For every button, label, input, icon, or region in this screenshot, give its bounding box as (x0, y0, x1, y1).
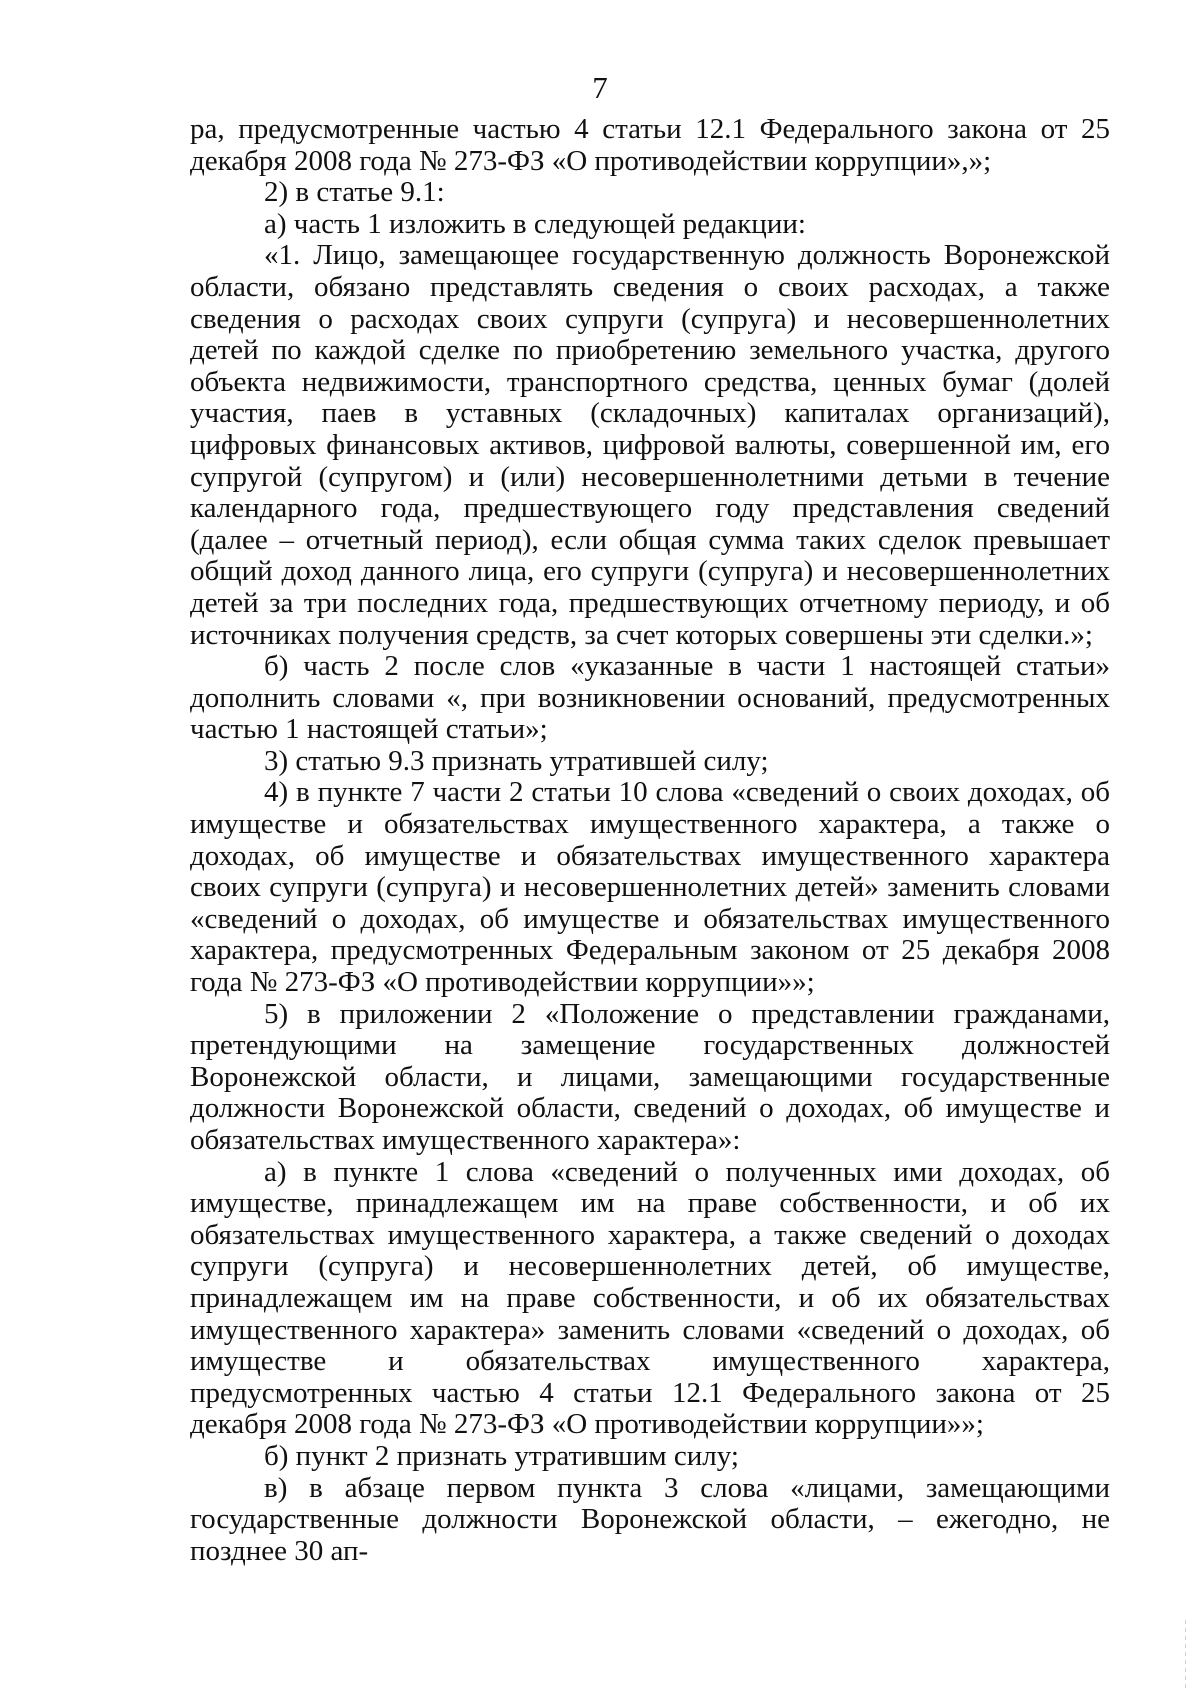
paragraph-item-4: 4) в пункте 7 части 2 статьи 10 слова «сведений о своих доходах, об имуществе и обязательствах имущественного характера, а также о доходах, об имуществе и обязательствах имущественного характера своих супруги (супруга) и несовершеннолетних детей» заменить словами «сведений о доходах, об имуществе и обязательствах имущественного характера, предусмотренных Федеральным законом от 25 декабря 2008 года № 273-ФЗ «О противодействии коррупции»»; (190, 776, 1110, 999)
page-number: 7 (592, 70, 608, 105)
paragraph-item-5a: а) в пункте 1 слова «сведений о полученных ими доходах, об имуществе, принадлежащем им на праве собственности, и об их обязательствах имущественного характера, а также сведений о доходах супруги (супруга) и несовершеннолетних детей, об имуществе, принадлежащем им на праве собственности, и об их обязательствах имущественного характера» заменить словами «сведений о доходах, об имуществе и обязательствах имущественного характера, предусмотренных частью 4 статьи 12.1 Федерального закона от 25 декабря 2008 года № 273-ФЗ «О противодействии коррупции»»; (190, 1155, 1110, 1441)
paragraph-continuation: ра, предусмотренные частью 4 статьи 12.1 Федерального закона от 25 декабря 2008 года № 273-ФЗ «О противодействии коррупции»,»; (190, 113, 1110, 177)
paragraph-item-5v: в) в абзаце первом пункта 3 слова «лицами, замещающими государственные должности Воронежской области, – ежегодно, не позднее 30 ап- (190, 1471, 1110, 1567)
paragraph-item-3: 3) статью 9.3 признать утратившей силу; (264, 744, 769, 777)
document-body (190, 114, 1110, 1567)
paragraph-item-5: 5) в приложении 2 «Положение о представлении гражданами, претендующими на замещение государственных должностей Воронежской области, и лицами, замещающими государственные должности Воронежской области, сведений о доходах, об имуществе и обязательствах имущественного характера»: (190, 997, 1110, 1156)
paragraph-part-1-text: «1. Лицо, замещающее государственную должность Воронежской области, обязано представлять сведения о своих расходах, а также сведения о расходах своих супруги (супруга) и несовершеннолетних детей по каждой сделке по приобретению земельного участка, другого объекта недвижимости, транспортного средства, ценных бумаг (долей участия, паев в уставных (складочных) капиталах организаций), цифровых финансовых активов, цифровой валюты, совершенной им, его супругой (супругом) и (или) несовершеннолетними детьми в течение календарного года, предшествующего году представления сведений (далее – отчетный период), если общая сумма таких сделок превышает общий доход данного лица, его супруги (супруга) и несовершеннолетних детей за три последних года, предшествующих отчетному периоду, и об источниках получения средств, за счет которых совершены эти сделки.»; (190, 239, 1110, 651)
paragraph-item-2: 2) в статье 9.1: (264, 176, 445, 209)
scan-edge-mark (1185, 1620, 1186, 1690)
paragraph-item-2a: а) часть 1 изложить в следующей редакции: (264, 207, 806, 240)
paragraph-item-5b: б) пункт 2 признать утратившим силу; (264, 1439, 739, 1472)
paragraph-item-2b: б) часть 2 после слов «указанные в части 1 настоящей статьи» дополнить словами «, при возникновении оснований, предусмотренных частью 1 настоящей статьи»; (190, 650, 1110, 746)
